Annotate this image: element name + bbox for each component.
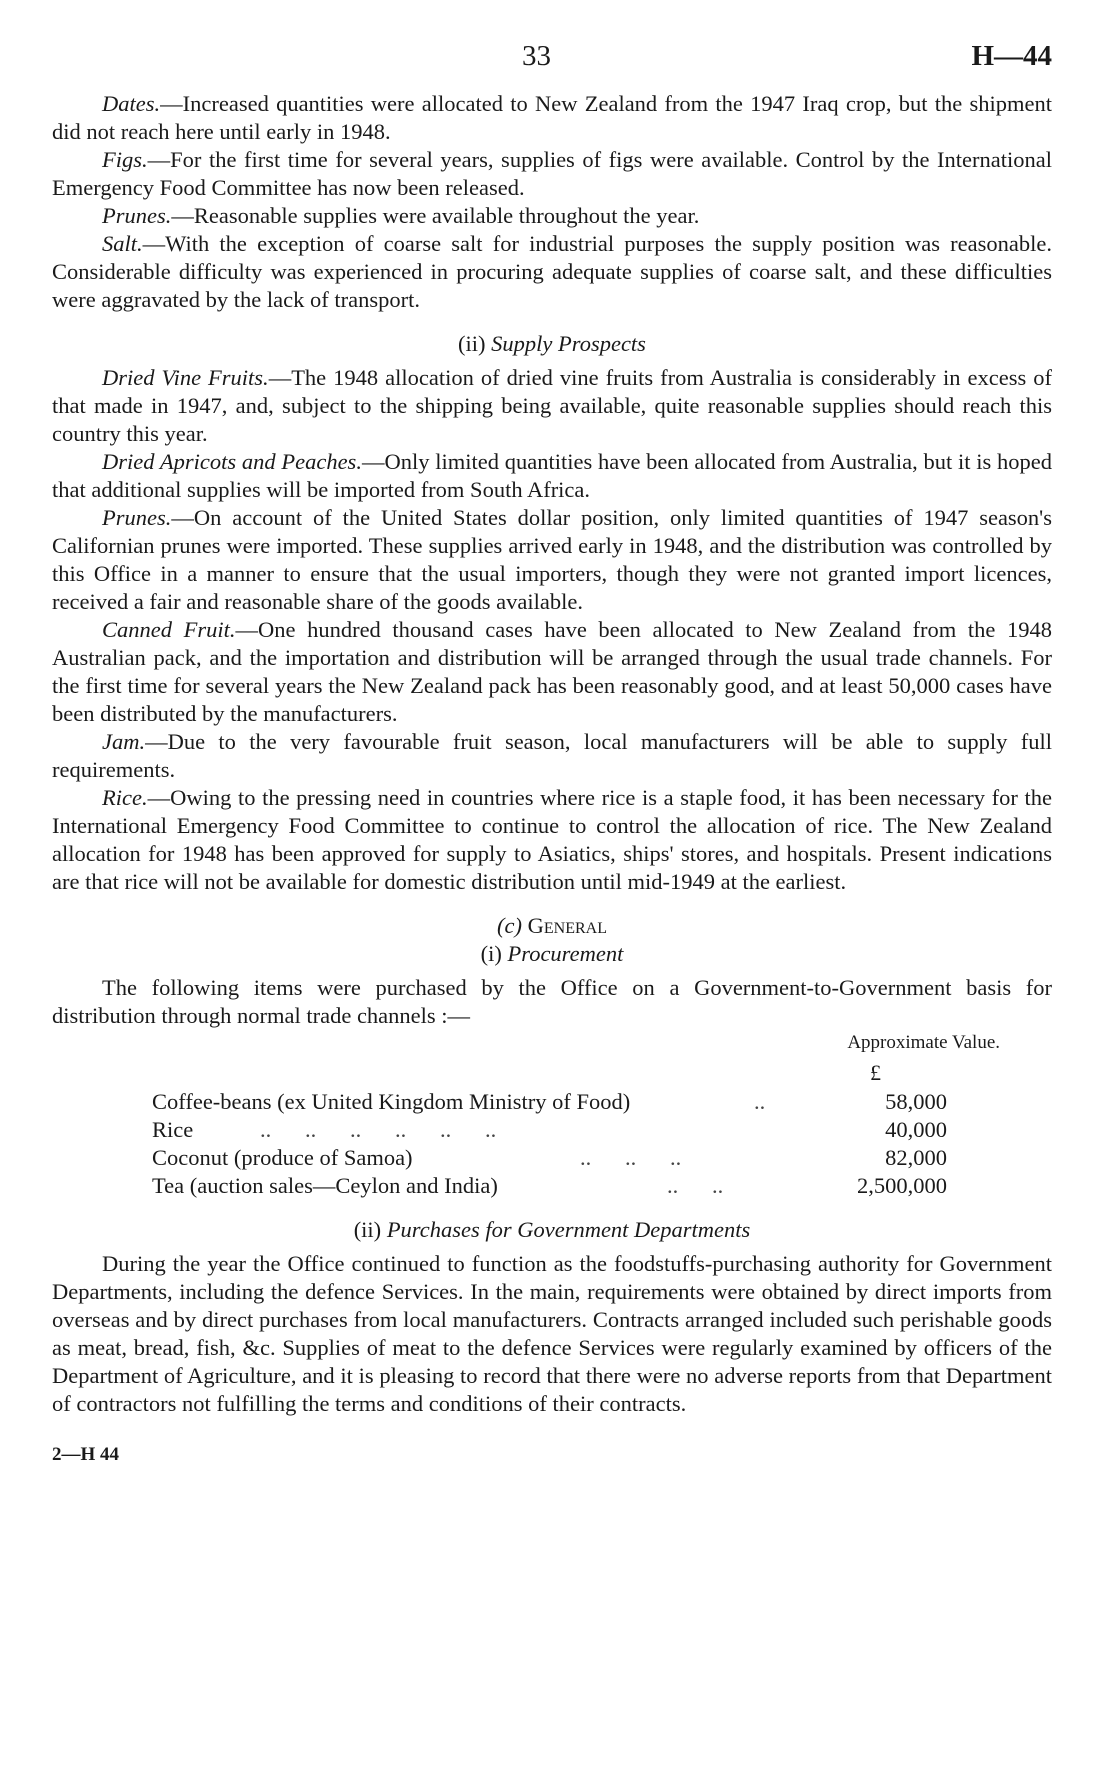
paragraph-prunes-reasonable: Prunes.—Reasonable supplies were available throughout the year. — [102, 203, 700, 228]
row-value: 40,000 — [885, 1117, 947, 1142]
paragraph-figs: Figs.—For the first time for several years, supplies of figs were available. Control by the International Emergency Food Committee has now been released. — [52, 147, 1052, 200]
paragraph-dates: Dates.—Increased quantities were allocated to New Zealand from the 1947 Iraq crop, but the shipment did not reach here until early in 1948. — [52, 91, 1052, 144]
paragraph-canned-fruit: Canned Fruit.—One hundred thousand cases have been allocated to New Zealand from the 1948 Australian pack, and the importation and distribution will be arranged through the usual trade channels. For the first time for several years the New Zealand pack has been reasonably good, and at least 50,000 cases have been distributed by the manufacturers. — [52, 617, 1052, 726]
section-heading-supply-prospects: (ii) Supply Prospects — [458, 331, 646, 356]
paragraph-dried-vine-fruits: Dried Vine Fruits.—The 1948 allocation of dried vine fruits from Australia is considerably in excess of that made in 1947, and, subject to the shipping being available, quite reasonable supplies should reach this country this year. — [52, 365, 1052, 446]
row-value: 82,000 — [885, 1145, 947, 1170]
section-heading-general: (c) General — [497, 913, 607, 938]
table-row — [52, 1116, 1052, 1144]
paragraph-prunes-dollar: Prunes.—On account of the United States dollar position, only limited quantities of 1947 season's Californian prunes were imported. These supplies arrived early in 1948, and the distribution was controlled by this Office in a manner to ensure that the usual importers, though they were not granted import licences, received a fair and reasonable share of the goods available. — [52, 505, 1052, 614]
section-heading-procurement: (i) Procurement — [480, 941, 624, 966]
document-page — [52, 40, 1052, 1466]
table-row — [52, 1144, 1052, 1172]
row-value: 58,000 — [885, 1089, 947, 1114]
paragraph-jam: Jam.—Due to the very favourable fruit season, local manufacturers will be able to supply full requirements. — [52, 729, 1052, 782]
value-unit: £ — [870, 1060, 881, 1085]
procurement-intro: The following items were purchased by the Office on a Government-to-Government basis for distribution through normal trade channels :— — [52, 975, 1052, 1028]
procurement-value-table — [52, 1032, 1052, 1200]
row-value: 2,500,000 — [857, 1173, 947, 1198]
paragraph-dried-apricots: Dried Apricots and Peaches.—Only limited quantities have been allocated from Australia, but it is hoped that additional supplies will be imported from South Africa. — [52, 449, 1053, 502]
row-item: Tea (auction sales—Ceylon and India) — [152, 1173, 498, 1198]
value-column-header: Approximate Value. — [847, 1032, 1000, 1053]
leader-dots: .. — [754, 1089, 766, 1114]
section-heading-purchases: (ii) Purchases for Government Departments — [353, 1217, 751, 1242]
page-header — [52, 40, 1052, 90]
row-item: Coffee-beans (ex United Kingdom Ministry of Food) — [152, 1089, 631, 1114]
purchases-paragraph: During the year the Office continued to function as the foodstuffs-purchasing authority for Government Departments, including the defence Services. In the main, requirements were obtained by direct imports from overseas and by direct purchases from local manufacturers. Contracts arranged included such perishable goods as meat, bread, fish, &c. Supplies of meat to the defence Services were regularly examined by officers of the Department of Agriculture, and it is pleasing to record that there were no adverse reports from that Department of contractors not fulfilling the terms and conditions of their contracts. — [52, 1251, 1052, 1416]
row-item: Rice — [152, 1117, 194, 1142]
document-reference: H—44 — [971, 40, 1052, 72]
row-item: Coconut (produce of Samoa) — [152, 1145, 413, 1170]
page-footer-signature: 2—H 44 — [52, 1444, 120, 1465]
table-row — [52, 1172, 1052, 1200]
leader-dots: .. .. — [667, 1173, 724, 1198]
table-row — [52, 1088, 1052, 1116]
leader-dots: .. .. .. — [580, 1145, 682, 1170]
paragraph-rice: Rice.—Owing to the pressing need in countries where rice is a staple food, it has been necessary for the International Emergency Food Committee to continue to control the allocation of rice. The New Zealand allocation for 1948 has been approved for supply to Asiatics, ships' stores, and hospitals. Present indications are that rice will not be available for domestic distribution until mid-1949 at the earliest. — [52, 785, 1052, 894]
page-number: 33 — [522, 40, 551, 72]
leader-dots: .. .. .. .. .. .. — [260, 1117, 497, 1142]
paragraph-salt: Salt.—With the exception of coarse salt for industrial purposes the supply position was reasonable. Considerable difficulty was experienced in procuring adequate supplies of coarse salt, and these difficulties were aggravated by the lack of transport. — [52, 231, 1052, 312]
